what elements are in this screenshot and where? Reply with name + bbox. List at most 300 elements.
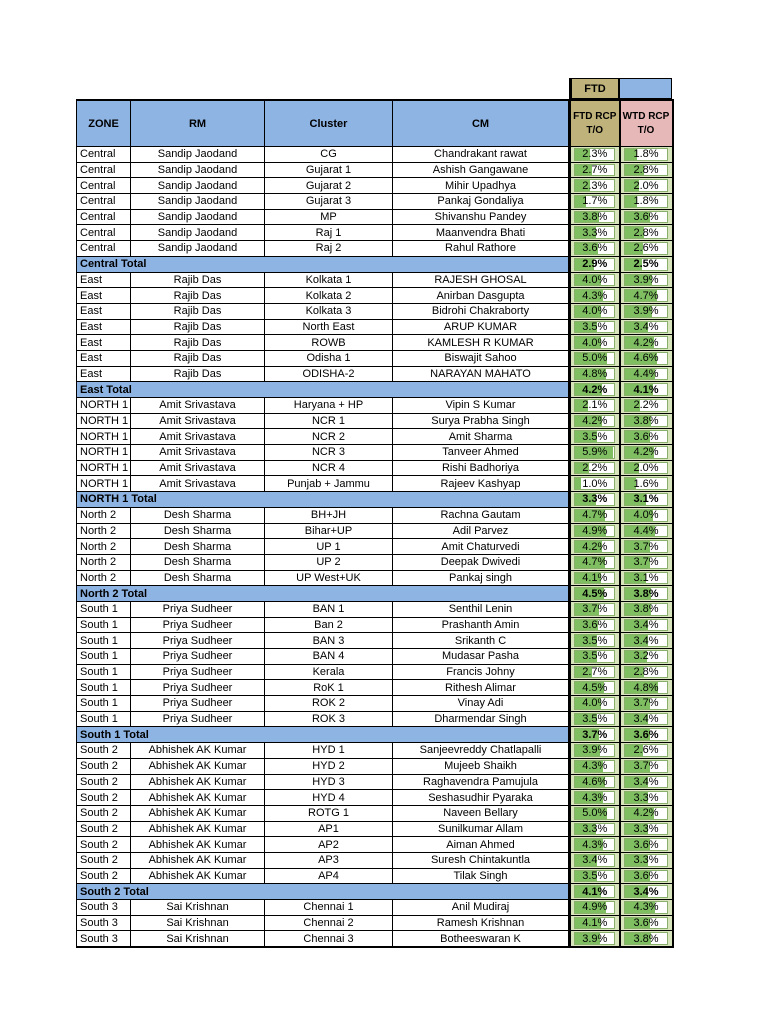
- ftd-rcp-cell[interactable]: [570, 649, 620, 665]
- cluster-header[interactable]: Cluster: [265, 100, 393, 147]
- ftd-rcp-cell[interactable]: [570, 727, 620, 743]
- cluster-cell[interactable]: HYD 4: [265, 790, 393, 806]
- ftd-rcp-cell[interactable]: [570, 554, 620, 570]
- cm-cell[interactable]: Adil Parvez: [393, 523, 570, 539]
- wtd-rcp-cell[interactable]: [620, 617, 673, 633]
- cluster-cell[interactable]: HYD 2: [265, 758, 393, 774]
- wtd-rcp-cell[interactable]: [620, 790, 673, 806]
- cluster-cell[interactable]: Gujarat 1: [265, 162, 393, 178]
- cluster-cell[interactable]: Raj 1: [265, 225, 393, 241]
- rm-cell[interactable]: Sandip Jaodand: [131, 147, 265, 163]
- zone-cell[interactable]: South 2: [77, 868, 131, 884]
- rm-cell[interactable]: Desh Sharma: [131, 539, 265, 555]
- wtd-rcp-cell[interactable]: [620, 884, 673, 900]
- ftd-rcp-cell[interactable]: [570, 601, 620, 617]
- rm-cell[interactable]: Desh Sharma: [131, 507, 265, 523]
- wtd-rcp-cell[interactable]: [620, 366, 673, 382]
- wtd-rcp-cell[interactable]: [620, 696, 673, 712]
- zone-cell[interactable]: South 1: [77, 649, 131, 665]
- cluster-cell[interactable]: Odisha 1: [265, 350, 393, 366]
- wtd-rcp-cell[interactable]: [620, 272, 673, 288]
- cm-cell[interactable]: Ramesh Krishnan: [393, 915, 570, 931]
- rm-cell[interactable]: Abhishek AK Kumar: [131, 790, 265, 806]
- cm-cell[interactable]: Raghavendra Pamujula: [393, 774, 570, 790]
- cm-cell[interactable]: Rishi Badhoriya: [393, 460, 570, 476]
- wtd-rcp-cell[interactable]: [620, 460, 673, 476]
- table-row: [77, 601, 673, 617]
- zone-cell[interactable]: South 1: [77, 711, 131, 727]
- rm-header[interactable]: RM: [131, 100, 265, 147]
- zone-cell[interactable]: South 2: [77, 774, 131, 790]
- cm-cell[interactable]: Rachna Gautam: [393, 507, 570, 523]
- rm-cell[interactable]: Amit Srivastava: [131, 476, 265, 492]
- cluster-cell[interactable]: Punjab + Jammu: [265, 476, 393, 492]
- cm-cell[interactable]: Shivanshu Pandey: [393, 209, 570, 225]
- zone-cell[interactable]: South 2: [77, 743, 131, 759]
- rm-cell[interactable]: Priya Sudheer: [131, 711, 265, 727]
- cm-cell[interactable]: Anil Mudiraj: [393, 900, 570, 916]
- cm-cell[interactable]: Pankaj singh: [393, 570, 570, 586]
- ftd-rcp-cell[interactable]: [570, 915, 620, 931]
- cm-cell[interactable]: Srikanth C: [393, 633, 570, 649]
- ftd-rcp-cell[interactable]: [570, 743, 620, 759]
- cluster-cell[interactable]: RoK 1: [265, 680, 393, 696]
- wtd-rcp-cell[interactable]: [620, 194, 673, 210]
- wtd-rcp-cell[interactable]: [620, 335, 673, 351]
- zone-cell[interactable]: South 3: [77, 900, 131, 916]
- cluster-cell[interactable]: Kerala: [265, 664, 393, 680]
- ftd-rcp-cell[interactable]: [570, 492, 620, 508]
- rm-cell[interactable]: Priya Sudheer: [131, 617, 265, 633]
- cm-cell[interactable]: Mudasar Pasha: [393, 649, 570, 665]
- cluster-cell[interactable]: Chennai 3: [265, 931, 393, 947]
- cluster-cell[interactable]: UP 2: [265, 554, 393, 570]
- wtd-rcp-cell[interactable]: [620, 288, 673, 304]
- cluster-cell[interactable]: Ban 2: [265, 617, 393, 633]
- ftd-rcp-cell[interactable]: [570, 350, 620, 366]
- rm-cell[interactable]: Priya Sudheer: [131, 649, 265, 665]
- ftd-rcp-cell[interactable]: [570, 382, 620, 398]
- ftd-rcp-cell[interactable]: [570, 523, 620, 539]
- zone-cell[interactable]: East: [77, 272, 131, 288]
- cm-cell[interactable]: Rahul Rathore: [393, 241, 570, 257]
- zone-cell[interactable]: Central: [77, 194, 131, 210]
- ftd-rcp-cell[interactable]: [570, 178, 620, 194]
- ftd-rcp-cell[interactable]: [570, 570, 620, 586]
- zone-cell[interactable]: North 2: [77, 539, 131, 555]
- zone-cell[interactable]: South 1: [77, 696, 131, 712]
- cluster-cell[interactable]: AP4: [265, 868, 393, 884]
- cm-cell[interactable]: Botheeswaran K: [393, 931, 570, 947]
- rm-cell[interactable]: Priya Sudheer: [131, 680, 265, 696]
- wtd-rcp-cell[interactable]: [620, 664, 673, 680]
- ftd-rcp-cell[interactable]: [570, 617, 620, 633]
- cluster-cell[interactable]: ROWB: [265, 335, 393, 351]
- cm-cell[interactable]: Pankaj Gondaliya: [393, 194, 570, 210]
- wtd-rcp-cell[interactable]: [620, 476, 673, 492]
- wtd-rcp-cell[interactable]: [620, 303, 673, 319]
- wtd-rcp-cell[interactable]: [620, 539, 673, 555]
- ftd-rcp-cell[interactable]: [570, 256, 620, 272]
- cluster-cell[interactable]: NCR 2: [265, 429, 393, 445]
- rm-cell[interactable]: Desh Sharma: [131, 570, 265, 586]
- cluster-cell[interactable]: Raj 2: [265, 241, 393, 257]
- zone-cell[interactable]: South 2: [77, 790, 131, 806]
- cm-cell[interactable]: Amit Chaturvedi: [393, 539, 570, 555]
- wtd-rcp-value: 2.6%: [633, 744, 659, 757]
- ftd-rcp-cell[interactable]: [570, 837, 620, 853]
- rm-cell[interactable]: Priya Sudheer: [131, 601, 265, 617]
- cluster-cell[interactable]: Kolkata 2: [265, 288, 393, 304]
- rm-cell[interactable]: Amit Srivastava: [131, 445, 265, 461]
- ftd-rcp-cell[interactable]: [570, 711, 620, 727]
- cluster-cell[interactable]: NCR 4: [265, 460, 393, 476]
- zone-cell[interactable]: South 2: [77, 852, 131, 868]
- cm-cell[interactable]: Dharmendar Singh: [393, 711, 570, 727]
- rm-cell[interactable]: Sandip Jaodand: [131, 225, 265, 241]
- cluster-cell[interactable]: HYD 1: [265, 743, 393, 759]
- wtd-rcp-cell[interactable]: [620, 915, 673, 931]
- zone-total-label[interactable]: East Total: [77, 382, 570, 398]
- cm-cell[interactable]: Rajeev Kashyap: [393, 476, 570, 492]
- cm-header[interactable]: CM: [393, 100, 570, 147]
- cm-cell[interactable]: Bidrohi Chakraborty: [393, 303, 570, 319]
- ftd-rcp-cell[interactable]: [570, 821, 620, 837]
- rm-cell[interactable]: Rajib Das: [131, 272, 265, 288]
- zone-total-label[interactable]: NORTH 1 Total: [77, 492, 570, 508]
- ftd-rcp-cell[interactable]: [570, 931, 620, 947]
- cm-cell[interactable]: Suresh Chintakuntla: [393, 852, 570, 868]
- rm-cell[interactable]: Abhishek AK Kumar: [131, 821, 265, 837]
- cluster-cell[interactable]: Kolkata 1: [265, 272, 393, 288]
- zone-cell[interactable]: Central: [77, 178, 131, 194]
- zone-cell[interactable]: North 2: [77, 570, 131, 586]
- ftd-rcp-cell[interactable]: [570, 884, 620, 900]
- cm-cell[interactable]: ARUP KUMAR: [393, 319, 570, 335]
- zone-total-label[interactable]: South 2 Total: [77, 884, 570, 900]
- zone-cell[interactable]: Central: [77, 209, 131, 225]
- wtd-rcp-cell[interactable]: [620, 350, 673, 366]
- cm-cell[interactable]: Mihir Upadhya: [393, 178, 570, 194]
- ftd-rcp-cell[interactable]: [570, 900, 620, 916]
- cm-cell[interactable]: Vipin S Kumar: [393, 398, 570, 414]
- rm-cell[interactable]: Abhishek AK Kumar: [131, 758, 265, 774]
- ftd-rcp-cell[interactable]: [570, 288, 620, 304]
- ftd-rcp-cell[interactable]: [570, 664, 620, 680]
- ftd-rcp-cell[interactable]: [570, 586, 620, 602]
- wtd-rcp-cell[interactable]: [620, 413, 673, 429]
- zone-cell[interactable]: Central: [77, 241, 131, 257]
- wtd-rcp-cell[interactable]: [620, 727, 673, 743]
- ftd-rcp-cell[interactable]: [570, 539, 620, 555]
- zone-cell[interactable]: South 2: [77, 837, 131, 853]
- wtd-rcp-cell[interactable]: [620, 178, 673, 194]
- wtd-rcp-cell[interactable]: [620, 507, 673, 523]
- ftd-rcp-value: 4.3%: [582, 760, 608, 773]
- rm-cell[interactable]: Priya Sudheer: [131, 696, 265, 712]
- zone-cell[interactable]: South 2: [77, 758, 131, 774]
- cluster-cell[interactable]: CG: [265, 147, 393, 163]
- zone-total-label[interactable]: Central Total: [77, 256, 570, 272]
- cluster-cell[interactable]: Gujarat 2: [265, 178, 393, 194]
- rm-cell[interactable]: Abhishek AK Kumar: [131, 868, 265, 884]
- zone-cell[interactable]: Central: [77, 225, 131, 241]
- ftd-rcp-cell[interactable]: [570, 680, 620, 696]
- cm-cell[interactable]: Aiman Ahmed: [393, 837, 570, 853]
- rm-cell[interactable]: Rajib Das: [131, 350, 265, 366]
- zone-cell[interactable]: NORTH 1: [77, 460, 131, 476]
- wtd-rcp-cell[interactable]: [620, 241, 673, 257]
- cluster-cell[interactable]: UP 1: [265, 539, 393, 555]
- wtd-rcp-cell[interactable]: [620, 837, 673, 853]
- zone-cell[interactable]: South 2: [77, 805, 131, 821]
- ftd-rcp-cell[interactable]: [570, 303, 620, 319]
- ftd-rcp-cell[interactable]: [570, 460, 620, 476]
- rm-cell[interactable]: Abhishek AK Kumar: [131, 743, 265, 759]
- cm-cell[interactable]: Prashanth Amin: [393, 617, 570, 633]
- rm-cell[interactable]: Sai Krishnan: [131, 931, 265, 947]
- ftd-rcp-value: 4.9%: [582, 901, 608, 914]
- cluster-cell[interactable]: Kolkata 3: [265, 303, 393, 319]
- cluster-cell[interactable]: Chennai 1: [265, 900, 393, 916]
- ftd-rcp-cell[interactable]: [570, 194, 620, 210]
- zone-cell[interactable]: East: [77, 366, 131, 382]
- rm-cell[interactable]: Priya Sudheer: [131, 633, 265, 649]
- cluster-cell[interactable]: Bihar+UP: [265, 523, 393, 539]
- ftd-rcp-cell[interactable]: [570, 852, 620, 868]
- zone-cell[interactable]: South 3: [77, 931, 131, 947]
- ftd-rcp-cell[interactable]: [570, 241, 620, 257]
- cm-cell[interactable]: Maanvendra Bhati: [393, 225, 570, 241]
- zone-total-label[interactable]: North 2 Total: [77, 586, 570, 602]
- cluster-cell[interactable]: ODISHA-2: [265, 366, 393, 382]
- cm-cell[interactable]: Francis Johny: [393, 664, 570, 680]
- rm-cell[interactable]: Sandip Jaodand: [131, 241, 265, 257]
- zone-cell[interactable]: East: [77, 288, 131, 304]
- cluster-cell[interactable]: Gujarat 3: [265, 194, 393, 210]
- wtd-rcp-cell[interactable]: [620, 225, 673, 241]
- rm-cell[interactable]: Rajib Das: [131, 319, 265, 335]
- wtd-rcp-cell[interactable]: [620, 821, 673, 837]
- rm-cell[interactable]: Amit Srivastava: [131, 429, 265, 445]
- zone-cell[interactable]: Central: [77, 147, 131, 163]
- rm-cell[interactable]: Desh Sharma: [131, 554, 265, 570]
- wtd-rcp-cell[interactable]: [620, 774, 673, 790]
- cm-cell[interactable]: Amit Sharma: [393, 429, 570, 445]
- cluster-cell[interactable]: BAN 1: [265, 601, 393, 617]
- zone-cell[interactable]: North 2: [77, 523, 131, 539]
- zone-cell[interactable]: East: [77, 303, 131, 319]
- rm-cell[interactable]: Amit Srivastava: [131, 413, 265, 429]
- ftd-rcp-cell[interactable]: [570, 445, 620, 461]
- zone-cell[interactable]: South 1: [77, 664, 131, 680]
- ftd-rcp-cell[interactable]: [570, 398, 620, 414]
- rm-cell[interactable]: Abhishek AK Kumar: [131, 852, 265, 868]
- cluster-cell[interactable]: MP: [265, 209, 393, 225]
- rm-cell[interactable]: Sandip Jaodand: [131, 162, 265, 178]
- zone-cell[interactable]: NORTH 1: [77, 476, 131, 492]
- rm-cell[interactable]: Amit Srivastava: [131, 460, 265, 476]
- wtd-rcp-cell[interactable]: [620, 758, 673, 774]
- ftd-rcp-cell[interactable]: [570, 507, 620, 523]
- zone-total-label[interactable]: South 1 Total: [77, 727, 570, 743]
- ftd-rcp-cell[interactable]: [570, 162, 620, 178]
- rm-cell[interactable]: Sandip Jaodand: [131, 194, 265, 210]
- ftd-rcp-cell[interactable]: [570, 758, 620, 774]
- cluster-cell[interactable]: AP2: [265, 837, 393, 853]
- wtd-rcp-cell[interactable]: [620, 492, 673, 508]
- ftd-rcp-cell[interactable]: [570, 366, 620, 382]
- wtd-rcp-cell[interactable]: [620, 319, 673, 335]
- cm-cell[interactable]: NARAYAN MAHATO: [393, 366, 570, 382]
- rm-cell[interactable]: Sandip Jaodand: [131, 178, 265, 194]
- wtd-rcp-cell[interactable]: [620, 398, 673, 414]
- zone-cell[interactable]: South 1: [77, 680, 131, 696]
- cm-cell[interactable]: Senthil Lenin: [393, 601, 570, 617]
- rm-cell[interactable]: Abhishek AK Kumar: [131, 837, 265, 853]
- ftd-rcp-cell[interactable]: [570, 476, 620, 492]
- ftd-rcp-cell[interactable]: [570, 319, 620, 335]
- rm-cell[interactable]: Rajib Das: [131, 303, 265, 319]
- zone-cell[interactable]: NORTH 1: [77, 445, 131, 461]
- cm-cell[interactable]: RAJESH GHOSAL: [393, 272, 570, 288]
- zone-cell[interactable]: NORTH 1: [77, 413, 131, 429]
- cm-cell[interactable]: Tanveer Ahmed: [393, 445, 570, 461]
- ftd-rcp-cell[interactable]: [570, 633, 620, 649]
- ftd-rcp-cell[interactable]: [570, 413, 620, 429]
- ftd-rcp-cell[interactable]: [570, 868, 620, 884]
- cluster-cell[interactable]: Haryana + HP: [265, 398, 393, 414]
- wtd-rcp-cell[interactable]: [620, 900, 673, 916]
- zone-cell[interactable]: Central: [77, 162, 131, 178]
- wtd-rcp-cell[interactable]: [620, 868, 673, 884]
- wtd-rcp-cell[interactable]: [620, 382, 673, 398]
- cm-cell[interactable]: Naveen Bellary: [393, 805, 570, 821]
- rm-cell[interactable]: Abhishek AK Kumar: [131, 805, 265, 821]
- cluster-cell[interactable]: ROTG 1: [265, 805, 393, 821]
- wtd-rcp-cell[interactable]: [620, 743, 673, 759]
- cm-cell[interactable]: Deepak Dwivedi: [393, 554, 570, 570]
- rm-cell[interactable]: Sandip Jaodand: [131, 209, 265, 225]
- ftd-rcp-cell[interactable]: [570, 335, 620, 351]
- cm-cell[interactable]: Tilak Singh: [393, 868, 570, 884]
- wtd-rcp-cell[interactable]: [620, 931, 673, 947]
- cm-cell[interactable]: Surya Prabha Singh: [393, 413, 570, 429]
- zone-cell[interactable]: NORTH 1: [77, 429, 131, 445]
- cm-cell[interactable]: Sunilkumar Allam: [393, 821, 570, 837]
- cluster-cell[interactable]: AP3: [265, 852, 393, 868]
- wtd-rcp-cell[interactable]: [620, 633, 673, 649]
- cluster-cell[interactable]: NCR 1: [265, 413, 393, 429]
- ftd-rcp-cell[interactable]: [570, 774, 620, 790]
- ftd-rcp-cell[interactable]: [570, 272, 620, 288]
- zone-cell[interactable]: South 1: [77, 601, 131, 617]
- cluster-cell[interactable]: ROK 2: [265, 696, 393, 712]
- wtd-rcp-cell[interactable]: [620, 554, 673, 570]
- cm-cell[interactable]: Biswajit Sahoo: [393, 350, 570, 366]
- cm-cell[interactable]: Chandrakant rawat: [393, 147, 570, 163]
- wtd-rcp-cell[interactable]: [620, 570, 673, 586]
- cm-cell[interactable]: Sanjeevreddy Chatlapalli: [393, 743, 570, 759]
- cm-cell[interactable]: Ashish Gangawane: [393, 162, 570, 178]
- cluster-cell[interactable]: Chennai 2: [265, 915, 393, 931]
- zone-cell[interactable]: North 2: [77, 554, 131, 570]
- zone-cell[interactable]: East: [77, 335, 131, 351]
- rm-cell[interactable]: Sai Krishnan: [131, 900, 265, 916]
- cluster-cell[interactable]: HYD 3: [265, 774, 393, 790]
- zone-cell[interactable]: South 3: [77, 915, 131, 931]
- rm-cell[interactable]: Rajib Das: [131, 366, 265, 382]
- rm-cell[interactable]: Amit Srivastava: [131, 398, 265, 414]
- wtd-rcp-cell[interactable]: [620, 162, 673, 178]
- zone-cell[interactable]: East: [77, 350, 131, 366]
- cm-cell[interactable]: Vinay Adi: [393, 696, 570, 712]
- rm-cell[interactable]: Rajib Das: [131, 288, 265, 304]
- wtd-rcp-cell[interactable]: [620, 429, 673, 445]
- wtd-rcp-cell[interactable]: [620, 680, 673, 696]
- ftd-rcp-cell[interactable]: [570, 225, 620, 241]
- ftd-rcp-cell[interactable]: [570, 209, 620, 225]
- cm-cell[interactable]: Rithesh Alimar: [393, 680, 570, 696]
- cluster-cell[interactable]: NCR 3: [265, 445, 393, 461]
- ftd-rcp-value: 3.6%: [582, 242, 608, 255]
- cm-cell[interactable]: Anirban Dasgupta: [393, 288, 570, 304]
- ftd-rcp-cell[interactable]: [570, 696, 620, 712]
- rm-cell[interactable]: Rajib Das: [131, 335, 265, 351]
- wtd-rcp-cell[interactable]: [620, 523, 673, 539]
- zone-cell[interactable]: South 2: [77, 821, 131, 837]
- cm-cell[interactable]: Mujeeb Shaikh: [393, 758, 570, 774]
- rm-cell[interactable]: Sai Krishnan: [131, 915, 265, 931]
- wtd-rcp-cell[interactable]: [620, 209, 673, 225]
- ftd-rcp-cell[interactable]: [570, 147, 620, 163]
- zone-header[interactable]: ZONE: [77, 100, 131, 147]
- zone-cell[interactable]: NORTH 1: [77, 398, 131, 414]
- cluster-cell[interactable]: ROK 3: [265, 711, 393, 727]
- wtd-rcp-cell[interactable]: [620, 586, 673, 602]
- ftd-rcp-cell[interactable]: [570, 429, 620, 445]
- cluster-cell[interactable]: AP1: [265, 821, 393, 837]
- rm-cell[interactable]: Priya Sudheer: [131, 664, 265, 680]
- zone-cell[interactable]: North 2: [77, 507, 131, 523]
- cluster-cell[interactable]: BAN 3: [265, 633, 393, 649]
- wtd-rcp-cell[interactable]: [620, 711, 673, 727]
- wtd-rcp-cell[interactable]: [620, 805, 673, 821]
- wtd-rcp-cell[interactable]: [620, 445, 673, 461]
- wtd-rcp-cell[interactable]: [620, 852, 673, 868]
- rm-cell[interactable]: Desh Sharma: [131, 523, 265, 539]
- rm-cell[interactable]: Abhishek AK Kumar: [131, 774, 265, 790]
- ftd-rcp-cell[interactable]: [570, 790, 620, 806]
- cluster-cell[interactable]: BH+JH: [265, 507, 393, 523]
- zone-cell[interactable]: South 1: [77, 617, 131, 633]
- wtd-rcp-cell[interactable]: [620, 601, 673, 617]
- cluster-cell[interactable]: UP West+UK: [265, 570, 393, 586]
- cluster-cell[interactable]: BAN 4: [265, 649, 393, 665]
- cm-cell[interactable]: Seshasudhir Pyaraka: [393, 790, 570, 806]
- ftd-rcp-cell[interactable]: [570, 805, 620, 821]
- wtd-rcp-cell[interactable]: [620, 147, 673, 163]
- wtd-rcp-cell[interactable]: [620, 649, 673, 665]
- wtd-rcp-cell[interactable]: [620, 256, 673, 272]
- ftd-rcp-header[interactable]: [570, 100, 620, 147]
- cm-cell[interactable]: KAMLESH R KUMAR: [393, 335, 570, 351]
- wtd-rcp-header[interactable]: [620, 100, 673, 147]
- zone-cell[interactable]: South 1: [77, 633, 131, 649]
- zone-cell[interactable]: East: [77, 319, 131, 335]
- table-row: [77, 225, 673, 241]
- cluster-cell[interactable]: North East: [265, 319, 393, 335]
